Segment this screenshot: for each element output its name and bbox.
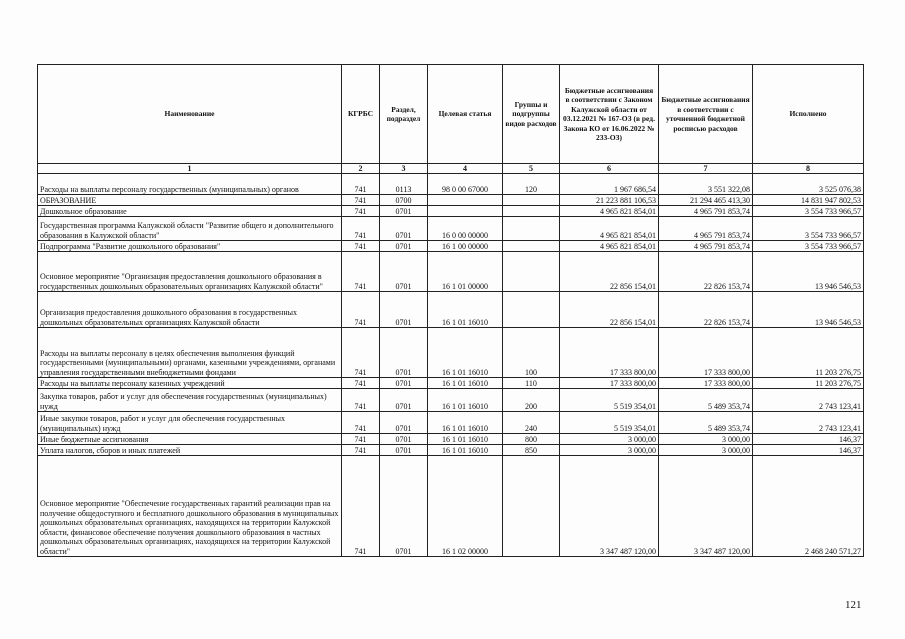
column-number: 1 <box>38 164 342 174</box>
row-kgrbs: 741 <box>342 434 380 445</box>
row-refined-amount: 17 333 800,00 <box>659 378 753 389</box>
row-group <box>503 206 560 217</box>
row-kgrbs: 741 <box>342 328 380 378</box>
row-law-amount: 3 000,00 <box>560 434 659 445</box>
row-razdel: 0113 <box>380 174 428 195</box>
row-law-amount: 3 347 487 120,00 <box>560 456 659 557</box>
row-kgrbs: 741 <box>342 389 380 412</box>
row-refined-amount: 4 965 791 853,74 <box>659 206 753 217</box>
table-row <box>38 456 864 557</box>
row-group <box>503 252 560 292</box>
row-group: 200 <box>503 389 560 412</box>
row-refined-amount: 22 826 153,74 <box>659 252 753 292</box>
column-number: 8 <box>753 164 864 174</box>
row-group <box>503 456 560 557</box>
row-refined-amount: 3 551 322,08 <box>659 174 753 195</box>
table-row <box>38 217 864 241</box>
row-razdel: 0700 <box>380 195 428 206</box>
row-refined-amount: 17 333 800,00 <box>659 328 753 378</box>
row-name: Расходы на выплаты персоналу государственных (муниципальных) органов <box>38 174 342 195</box>
column-number: 6 <box>560 164 659 174</box>
row-group: 240 <box>503 412 560 434</box>
row-group: 850 <box>503 445 560 456</box>
header-law: Бюджетные ассигнования в соответствии с Законом Калужской области от 03.12.2021 № 167-ОЗ (в ред. Закона КО от 16.06.2022 № 233-ОЗ) <box>560 65 659 164</box>
row-executed-amount: 14 831 947 802,53 <box>753 195 864 206</box>
row-law-amount: 4 965 821 854,01 <box>560 241 659 252</box>
row-name: Иные бюджетные ассигнования <box>38 434 342 445</box>
row-group: 110 <box>503 378 560 389</box>
row-refined-amount: 3 347 487 120,00 <box>659 456 753 557</box>
row-name: Расходы на выплаты персоналу в целях обеспечения выполнения функций государственными (муниципальными) органами, казенными учреждениями, органами управления государственными внебюджетными фондами <box>38 328 342 378</box>
table-row <box>38 195 864 206</box>
row-law-amount: 5 519 354,01 <box>560 389 659 412</box>
row-razdel: 0701 <box>380 456 428 557</box>
row-executed-amount: 146,37 <box>753 434 864 445</box>
row-target: 16 1 01 16010 <box>428 328 503 378</box>
row-name: Организация предоставления дошкольного образования в государственных дошкольных образовательных организациях Калужской области <box>38 292 342 328</box>
row-law-amount: 4 965 821 854,01 <box>560 206 659 217</box>
row-name: Основное мероприятие "Обеспечение государственных гарантий реализации прав на получение общедоступного и бесплатного дошкольного образования в муниципальных дошкольных образовательных организациях, находящихся на территории Калужской области, финансовое обеспечение получения дошкольного образования в частных дошкольных образовательных организациях, находящихся на территории Калужской области" <box>38 456 342 557</box>
row-executed-amount: 2 743 123,41 <box>753 412 864 434</box>
row-group <box>503 195 560 206</box>
row-name: Расходы на выплаты персоналу казенных учреждений <box>38 378 342 389</box>
row-law-amount: 17 333 800,00 <box>560 328 659 378</box>
table-row <box>38 241 864 252</box>
row-razdel: 0701 <box>380 241 428 252</box>
row-executed-amount: 3 554 733 966,57 <box>753 241 864 252</box>
row-razdel: 0701 <box>380 292 428 328</box>
table-row <box>38 389 864 412</box>
row-kgrbs: 741 <box>342 195 380 206</box>
row-target <box>428 195 503 206</box>
header-name: Наименование <box>38 65 342 164</box>
row-target: 16 1 01 16010 <box>428 378 503 389</box>
row-law-amount: 3 000,00 <box>560 445 659 456</box>
row-executed-amount: 2 743 123,41 <box>753 389 864 412</box>
row-group <box>503 292 560 328</box>
header-executed: Исполнено <box>753 65 864 164</box>
row-name: Закупка товаров, работ и услуг для обеспечения государственных (муниципальных) нужд <box>38 389 342 412</box>
row-executed-amount: 146,37 <box>753 445 864 456</box>
row-refined-amount: 3 000,00 <box>659 434 753 445</box>
row-name: Уплата налогов, сборов и иных платежей <box>38 445 342 456</box>
header-target: Целевая статья <box>428 65 503 164</box>
row-executed-amount: 11 203 276,75 <box>753 328 864 378</box>
row-name: Иные закупки товаров, работ и услуг для обеспечения государственных (муниципальных) нужд <box>38 412 342 434</box>
page-number: 121 <box>845 599 862 611</box>
row-kgrbs: 741 <box>342 252 380 292</box>
budget-table <box>37 64 864 557</box>
row-law-amount: 1 967 686,54 <box>560 174 659 195</box>
row-executed-amount: 3 554 733 966,57 <box>753 217 864 241</box>
row-kgrbs: 741 <box>342 456 380 557</box>
row-razdel: 0701 <box>380 378 428 389</box>
table-row <box>38 328 864 378</box>
table-row <box>38 412 864 434</box>
row-name: Основное мероприятие "Организация предоставления дошкольного образования в государственных дошкольных образовательных организациях Калужской области" <box>38 252 342 292</box>
row-refined-amount: 4 965 791 853,74 <box>659 241 753 252</box>
header-razdel: Раздел, подраздел <box>380 65 428 164</box>
row-kgrbs: 741 <box>342 445 380 456</box>
row-kgrbs: 741 <box>342 412 380 434</box>
header-refined: Бюджетные ассигнования в соответствии с уточненной бюджетной росписью расходов <box>659 65 753 164</box>
row-refined-amount: 4 965 791 853,74 <box>659 217 753 241</box>
row-target: 16 1 01 16010 <box>428 434 503 445</box>
row-refined-amount: 5 489 353,74 <box>659 412 753 434</box>
header-row <box>38 65 864 164</box>
row-group: 800 <box>503 434 560 445</box>
row-razdel: 0701 <box>380 328 428 378</box>
row-target: 16 0 00 00000 <box>428 217 503 241</box>
row-group <box>503 241 560 252</box>
row-group <box>503 217 560 241</box>
row-group: 120 <box>503 174 560 195</box>
row-razdel: 0701 <box>380 206 428 217</box>
row-razdel: 0701 <box>380 445 428 456</box>
row-kgrbs: 741 <box>342 378 380 389</box>
row-refined-amount: 3 000,00 <box>659 445 753 456</box>
table-row <box>38 434 864 445</box>
row-target: 16 1 01 16010 <box>428 389 503 412</box>
row-law-amount: 22 856 154,01 <box>560 252 659 292</box>
row-executed-amount: 11 203 276,75 <box>753 378 864 389</box>
row-kgrbs: 741 <box>342 174 380 195</box>
table-row <box>38 378 864 389</box>
row-target: 16 1 01 16010 <box>428 445 503 456</box>
row-target <box>428 206 503 217</box>
row-razdel: 0701 <box>380 412 428 434</box>
column-number: 3 <box>380 164 428 174</box>
row-target: 16 1 01 16010 <box>428 412 503 434</box>
row-razdel: 0701 <box>380 217 428 241</box>
row-razdel: 0701 <box>380 252 428 292</box>
row-name: Подпрограмма "Развитие дошкольного образования" <box>38 241 342 252</box>
table-row <box>38 292 864 328</box>
row-executed-amount: 13 946 546,53 <box>753 292 864 328</box>
row-target: 16 1 00 00000 <box>428 241 503 252</box>
row-target: 16 1 01 00000 <box>428 252 503 292</box>
row-razdel: 0701 <box>380 389 428 412</box>
column-number: 4 <box>428 164 503 174</box>
row-law-amount: 21 223 881 106,53 <box>560 195 659 206</box>
table-row <box>38 206 864 217</box>
header-kgrbs: КГРБС <box>342 65 380 164</box>
row-executed-amount: 3 525 076,38 <box>753 174 864 195</box>
row-kgrbs: 741 <box>342 292 380 328</box>
row-executed-amount: 3 554 733 966,57 <box>753 206 864 217</box>
row-target: 98 0 00 67000 <box>428 174 503 195</box>
column-number: 2 <box>342 164 380 174</box>
column-number: 5 <box>503 164 560 174</box>
row-name: Государственная программа Калужской области "Развитие общего и дополнительного образования в Калужской области" <box>38 217 342 241</box>
table-row <box>38 445 864 456</box>
row-refined-amount: 5 489 353,74 <box>659 389 753 412</box>
row-razdel: 0701 <box>380 434 428 445</box>
row-executed-amount: 2 468 240 571,27 <box>753 456 864 557</box>
row-law-amount: 17 333 800,00 <box>560 378 659 389</box>
row-name: ОБРАЗОВАНИЕ <box>38 195 342 206</box>
row-law-amount: 4 965 821 854,01 <box>560 217 659 241</box>
row-executed-amount: 13 946 546,53 <box>753 252 864 292</box>
row-target: 16 1 01 16010 <box>428 292 503 328</box>
column-number-row <box>38 164 864 174</box>
row-kgrbs: 741 <box>342 206 380 217</box>
row-kgrbs: 741 <box>342 241 380 252</box>
row-target: 16 1 02 00000 <box>428 456 503 557</box>
table-row <box>38 174 864 195</box>
table-row <box>38 252 864 292</box>
row-refined-amount: 21 294 465 413,30 <box>659 195 753 206</box>
column-number: 7 <box>659 164 753 174</box>
row-law-amount: 5 519 354,01 <box>560 412 659 434</box>
row-kgrbs: 741 <box>342 217 380 241</box>
row-name: Дошкольное образование <box>38 206 342 217</box>
row-law-amount: 22 856 154,01 <box>560 292 659 328</box>
header-groups: Группы и подгруппы видов расходов <box>503 65 560 164</box>
row-group: 100 <box>503 328 560 378</box>
row-refined-amount: 22 826 153,74 <box>659 292 753 328</box>
